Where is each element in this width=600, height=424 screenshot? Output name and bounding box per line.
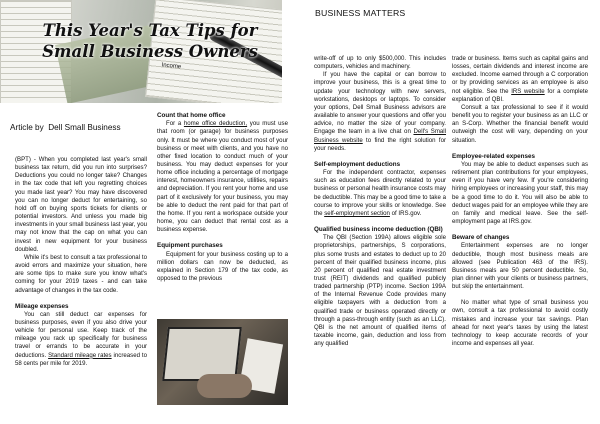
self-employment-link[interactable]: self-employment section (324, 209, 390, 217)
section-heading-qbi: Qualified business income deduction (QBI) (314, 226, 443, 234)
title-line-1: This Year's Tax Tips for (42, 21, 258, 40)
byline (10, 123, 121, 132)
home-office-link[interactable]: home office deduction, (183, 120, 248, 128)
title-line-2: Small Business Owners (42, 42, 258, 61)
irs-website-link[interactable]: IRS website (511, 87, 545, 95)
column-4 (452, 55, 588, 348)
self-employment-paragraph: For the independent contractor, expenses such as education fees directly related to your business or personal health insurance costs may be deductible. This may be a good time to take a course to improve your skills or knowledge. See the self-employment section of IRS.gov. (314, 169, 446, 217)
qbi-paragraph: The QBI (Section 199A) allows eligible sole proprietorships, partnerships, S corporations, plus some trusts and estates to deduct up to 20 percent of their qualified business income, plus 20 percent of qualified real estate investment trust (REIT) dividends and qualified publicly traded partnership (PTP) income. Section 199A of the Internal Revenue Code provides many eligible taxpayers with a deduction from a qualified trade or business operated directly or through a pass-through entity (such as an LLC). QBI is the net amount of qualified items of taxable income, gain, deduction and loss from any qualified (314, 234, 446, 348)
byline-author: Dell Small Business (48, 123, 121, 132)
laptop-screen-icon (162, 327, 242, 381)
byline-prefix: Article by (10, 123, 44, 132)
equipment-paragraph: Equipment for your business costing up to a million dollars can now be deducted, as explained in Section 179 of the tax code, as opposed to the previous (157, 250, 288, 283)
section-heading-self-employment: Self-employment deductions (314, 160, 401, 168)
home-office-paragraph: For a home office deduction, you must use that room (or garage) for business purposes only. It must be where you conduct most of your business or meet with clients, and you have no other fixed location to conduct much of your business. You may deduct expenses for your home office including a percentage of mortgage interest, homeowners insurance, utilities, repairs and depreciation. If you rent your home and use part of it exclusively for your business, you may be able to deduct the rent paid for that part of the home. If you rent a workspace outside your home, you can deduct that rental cost as a business expense. (157, 120, 288, 234)
hand-icon (197, 374, 252, 398)
intro-paragraph: (BPT) - When you completed last year's small business tax return, did you run into surprises? Deductions you could no longer take? Changes in the tax code that left you regretting choices you made last year? You may have discovered you can no longer deduct for entertaining, so hold off on buying sports tickets for clients or potential investors. And unless you made big investments in your small business last year, you may not know that the cap on what you can invest in new equipment for your business doubled. (15, 156, 147, 253)
paragraph: Consult a tax professional to see if it would benefit you to register your business as an LLC or an S-Corp. Whether the financial benefit would outweigh the cost will vary, depending on your situation. (452, 103, 588, 144)
section-heading-employee: Employee-related expenses (452, 152, 535, 160)
changes-paragraph: Entertainment expenses are no longer deductible, though most business meals are allowed (see Publication 463 of the IRS). Business meals are 50 percent deductible. So, plan dinner with your clients or business partners, but skip the entertainment. (452, 242, 588, 291)
dell-website-link[interactable]: Dell's Small Business website (314, 128, 447, 144)
form-label: Income (161, 62, 182, 71)
employee-paragraph: You may be able to deduct expenses such as retirement plan contributions for your employees, even if you have very few. If you're considering hiring employees or increasing your staff, this may be a good time to do it. You will also be able to deduct wages paid for an employee while they are on family and medical leave. See the self-employment page at IRS.gov. (452, 160, 588, 226)
mileage-paragraph: You can still deduct car expenses for business purposes, even if you also drive your vehicle for personal use. Keep track of the mileage you rack up specifically for business travel or errands to be accurate in your deductions. Standard mileage rates increased to 58 cents per mile for 2019. (15, 310, 147, 367)
section-heading-home-office: Count that home office (157, 112, 226, 119)
article-title (10, 20, 290, 62)
publication-header: BUSINESS MATTERS (315, 8, 406, 18)
continued-paragraph: write-off of up to only $500,000. This includes computers, vehicles and machinery. (314, 55, 446, 71)
column-2 (157, 112, 288, 283)
standard-mileage-link[interactable]: Standard mileage rates (48, 351, 112, 359)
technology-paragraph: If you have the capital or can borrow to improve your business, this is a great time to update your technology with new servers, workstations, desktops or laptops. To consider your options, Dell Small Business advisors are available to answer your questions and offer you advice, no matter the size of your company. Engage the team in a live chat on Dell's Small Business website to find the right solution for your needs. (314, 71, 447, 152)
continued-paragraph: trade or business. Items such as capital gains and losses, certain dividends and interest income are excluded. Income earned through a C corporation or by providing services as an employee is also not eligible. See the IRS website for a complete explanation of QBI. (452, 55, 588, 103)
column-1 (15, 156, 147, 368)
closing-paragraph: No matter what type of small business you own, consult a tax professional to avoid costly mistakes and increase your tax savings. Plan ahead for next year's taxes by using the latest technology to keep accurate records of your income and expenses all year. (452, 299, 588, 348)
paragraph: While it's best to consult a tax professional to avoid errors and maximize your situation, here are some tips to make sure you know what's coming for your 2019 taxes - and can take advantage of changes in the tax code. (15, 253, 147, 294)
column-3 (314, 55, 446, 348)
section-heading-equipment: Equipment purchases (157, 242, 223, 250)
section-heading-changes: Beware of changes (452, 234, 510, 242)
laptop-photo (157, 319, 288, 405)
section-heading-mileage: Mileage expenses (15, 302, 69, 310)
